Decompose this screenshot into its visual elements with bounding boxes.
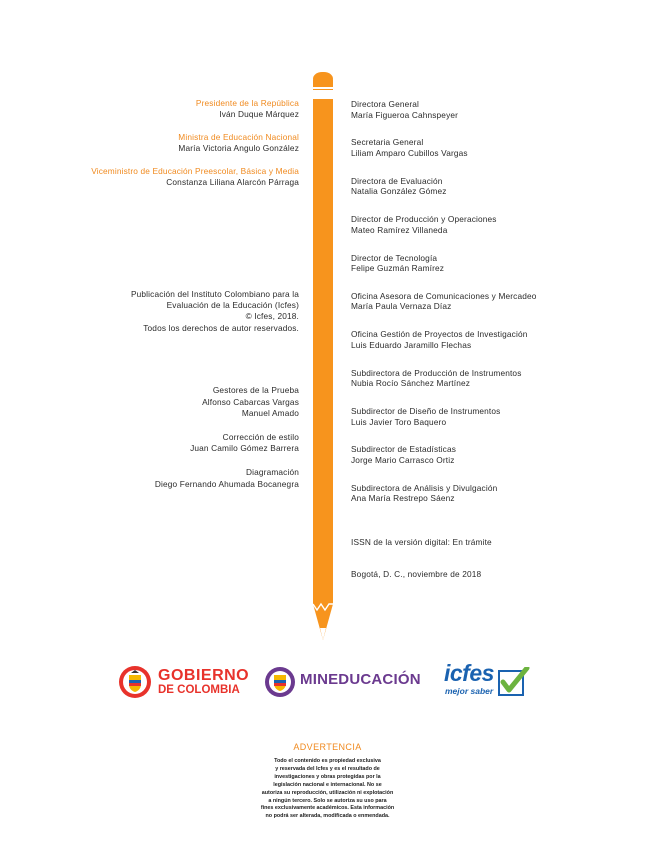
mineducacion-wordmark: MINEDUCACIÓN <box>300 671 421 688</box>
staff-entry <box>351 176 537 197</box>
left-officials <box>91 98 299 188</box>
advertencia-line: investigaciones y obras protegidas por la <box>274 773 381 780</box>
advertencia-line: y reservada del Icfes y es el resultado de <box>275 765 380 772</box>
staff-name: Liliam Amparo Cubillos Vargas <box>351 147 468 158</box>
publication-line: Publicación del Instituto Colombiano para la <box>130 289 299 299</box>
advertencia-line: no podrá ser alterada, modificada o enmendada. <box>265 813 390 820</box>
official-name: Constanza Liliana Alarcón Párraga <box>166 176 299 187</box>
staff-title: Oficina Gestión de Proyectos de Investigación <box>351 329 528 340</box>
publication-notice <box>131 289 299 334</box>
official-title: Viceministro de Educación Preescolar, Básica y Media <box>91 166 299 177</box>
gobierno-line2: DE COLOMBIA <box>158 684 240 696</box>
publication-line: © Icfes, 2018. <box>245 311 299 322</box>
credit-block <box>155 385 299 420</box>
staff-name: Luis Javier Toro Baquero <box>351 416 447 427</box>
credit-role: Diagramación <box>246 466 299 477</box>
staff-title: Subdirectora de Producción de Instrumentos <box>351 367 522 378</box>
staff-title: Directora de Evaluación <box>351 175 443 186</box>
credit-name: Alfonso Cabarcas Vargas <box>202 396 299 407</box>
official-viceminister <box>91 166 299 187</box>
official-title: Presidente de la República <box>195 98 299 108</box>
staff-name: Felipe Guzmán Ramírez <box>351 263 445 274</box>
credit-block <box>155 467 299 490</box>
staff-name: María Figueroa Cahnspeyer <box>351 109 459 120</box>
staff-title: Secretaria General <box>351 137 424 148</box>
staff-entry <box>351 368 537 389</box>
staff-entry <box>351 253 537 274</box>
advertencia-body <box>0 758 655 821</box>
staff-title: Subdirectora de Análisis y Divulgación <box>351 482 498 493</box>
icfes-wordmark: icfes <box>444 660 494 686</box>
advertencia-line: legislación nacional e internacional. No se <box>273 781 382 788</box>
staff-name: Natalia González Gómez <box>351 186 447 197</box>
credits <box>155 385 299 490</box>
place-date: Bogotá, D. C., noviembre de 2018 <box>351 569 482 579</box>
staff-title: Oficina Asesora de Comunicaciones y Mercadeo <box>351 290 537 301</box>
staff-title: Subdirector de Estadísticas <box>351 444 457 455</box>
staff-entry <box>351 406 537 427</box>
credit-role: Gestores de la Prueba <box>212 385 299 395</box>
publication-line: Todos los derechos de autor reservados. <box>143 322 299 333</box>
mineducacion-shield-icon <box>264 666 296 698</box>
staff-entry <box>351 444 537 465</box>
credit-name: Manuel Amado <box>241 408 299 419</box>
staff-entry <box>351 214 537 235</box>
pencil-divider-icon <box>311 72 335 646</box>
staff-name: Nubia Rocío Sánchez Martínez <box>351 378 471 389</box>
credit-block <box>155 432 299 455</box>
staff-title: Director de Tecnología <box>351 252 438 263</box>
official-minister <box>91 132 299 153</box>
staff-entry <box>351 137 537 158</box>
staff-name: Ana María Restrepo Sáenz <box>351 493 455 504</box>
official-name: María Victoria Angulo González <box>178 142 299 153</box>
advertencia-title: ADVERTENCIA <box>293 742 362 752</box>
official-title: Ministra de Educación Nacional <box>178 132 299 143</box>
colombia-shield-icon <box>118 665 152 699</box>
advertencia-line: Todo el contenido es propiedad exclusiva <box>274 758 381 764</box>
issn: ISSN de la versión digital: En trámite <box>351 537 492 547</box>
staff-title: Subdirector de Diseño de Instrumentos <box>351 406 501 416</box>
icfes-tagline: mejor saber <box>445 686 494 696</box>
staff-name: Mateo Ramírez Villaneda <box>351 224 448 235</box>
staff-name: Jorge Mario Carrasco Ortiz <box>351 454 455 465</box>
credit-role: Corrección de estilo <box>222 431 299 442</box>
staff-name: María Paula Vernaza Díaz <box>351 301 452 312</box>
credit-name: Juan Camilo Gómez Barrera <box>190 443 299 454</box>
staff-entry <box>351 329 537 350</box>
staff-title: Director de Producción y Operaciones <box>351 214 497 225</box>
credit-name: Diego Fernando Ahumada Bocanegra <box>154 478 299 489</box>
staff-entry <box>351 99 537 120</box>
official-name: Iván Duque Márquez <box>219 108 299 119</box>
staff-title: Directora General <box>351 99 420 109</box>
right-officials <box>351 99 537 504</box>
staff-name: Luis Eduardo Jaramillo Flechas <box>351 339 472 350</box>
logos-row <box>0 659 655 709</box>
advertencia-line: a ningún tercero. Solo se autoriza su uso para <box>268 797 387 804</box>
advertencia-line: fines exclusivamente académicos. Esta información <box>260 805 395 812</box>
gobierno-line1: GOBIERNO <box>158 667 250 684</box>
publication-line: Evaluación de la Educación (Icfes) <box>166 300 299 311</box>
official-president <box>91 98 299 119</box>
staff-entry <box>351 483 537 504</box>
advertencia-line: autoriza su reproducción, utilización ni explotación <box>261 789 394 796</box>
staff-entry <box>351 291 537 312</box>
icfes-check-icon <box>498 667 530 697</box>
